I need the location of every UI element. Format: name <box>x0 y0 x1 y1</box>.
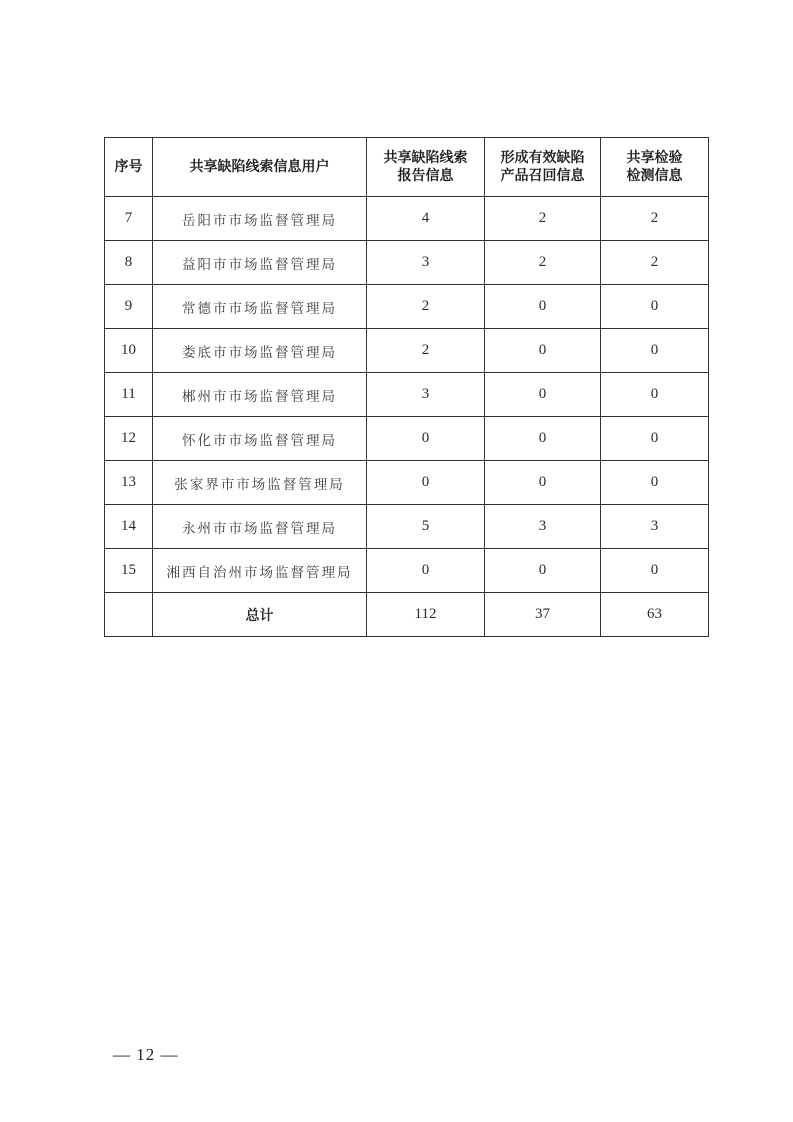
cell-recalls: 0 <box>485 373 601 417</box>
table-row <box>105 461 709 505</box>
cell-recalls: 2 <box>485 197 601 241</box>
header-seq: 序号 <box>105 138 153 197</box>
total-reports: 112 <box>367 593 485 637</box>
cell-tests: 2 <box>601 241 709 285</box>
table-row <box>105 329 709 373</box>
cell-unit: 张家界市市场监督管理局 <box>153 461 367 505</box>
table-row <box>105 285 709 329</box>
statistics-table-container <box>104 137 709 637</box>
cell-seq: 10 <box>105 329 153 373</box>
cell-unit: 怀化市市场监督管理局 <box>153 417 367 461</box>
table-row <box>105 549 709 593</box>
cell-seq: 11 <box>105 373 153 417</box>
page-number: — 12 — <box>113 1045 179 1064</box>
header-recalls-line2: 产品召回信息 <box>500 168 585 184</box>
cell-seq: 15 <box>105 549 153 593</box>
cell-reports: 4 <box>367 197 485 241</box>
cell-tests: 0 <box>601 549 709 593</box>
cell-tests: 0 <box>601 417 709 461</box>
cell-reports: 5 <box>367 505 485 549</box>
cell-reports: 0 <box>367 549 485 593</box>
cell-seq: 7 <box>105 197 153 241</box>
header-unit: 共享缺陷线索信息用户 <box>153 138 367 197</box>
header-reports <box>367 138 485 197</box>
cell-tests: 0 <box>601 461 709 505</box>
header-reports-line2: 报告信息 <box>397 168 454 184</box>
cell-recalls: 0 <box>485 285 601 329</box>
total-row <box>105 593 709 637</box>
cell-recalls: 0 <box>485 329 601 373</box>
cell-unit: 湘西自治州市场监督管理局 <box>153 549 367 593</box>
table-row <box>105 197 709 241</box>
header-tests-line2: 检测信息 <box>626 168 683 184</box>
cell-unit: 娄底市市场监督管理局 <box>153 329 367 373</box>
cell-unit: 郴州市市场监督管理局 <box>153 373 367 417</box>
total-recalls: 37 <box>485 593 601 637</box>
cell-reports: 3 <box>367 373 485 417</box>
cell-tests: 0 <box>601 285 709 329</box>
cell-unit: 益阳市市场监督管理局 <box>153 241 367 285</box>
cell-reports: 3 <box>367 241 485 285</box>
cell-unit: 岳阳市市场监督管理局 <box>153 197 367 241</box>
header-tests <box>601 138 709 197</box>
header-reports-line1: 共享缺陷线索 <box>383 150 468 166</box>
table-row <box>105 373 709 417</box>
cell-seq: 13 <box>105 461 153 505</box>
cell-tests: 0 <box>601 373 709 417</box>
total-tests: 63 <box>601 593 709 637</box>
cell-recalls: 0 <box>485 461 601 505</box>
defect-info-sharing-table <box>104 137 709 637</box>
table-row <box>105 417 709 461</box>
cell-recalls: 2 <box>485 241 601 285</box>
cell-reports: 0 <box>367 417 485 461</box>
total-label: 总计 <box>153 593 367 637</box>
cell-reports: 2 <box>367 329 485 373</box>
cell-seq-empty <box>105 593 153 637</box>
table-body <box>105 197 709 637</box>
table-row <box>105 505 709 549</box>
cell-reports: 0 <box>367 461 485 505</box>
cell-tests: 0 <box>601 329 709 373</box>
cell-tests: 3 <box>601 505 709 549</box>
cell-seq: 12 <box>105 417 153 461</box>
header-recalls <box>485 138 601 197</box>
cell-seq: 8 <box>105 241 153 285</box>
table-row <box>105 241 709 285</box>
cell-unit: 永州市市场监督管理局 <box>153 505 367 549</box>
table-header-row <box>105 138 709 197</box>
cell-tests: 2 <box>601 197 709 241</box>
header-tests-line1: 共享检验 <box>626 150 683 166</box>
cell-recalls: 0 <box>485 549 601 593</box>
cell-recalls: 3 <box>485 505 601 549</box>
header-recalls-line1: 形成有效缺陷 <box>500 150 585 166</box>
cell-recalls: 0 <box>485 417 601 461</box>
cell-unit: 常德市市场监督管理局 <box>153 285 367 329</box>
cell-reports: 2 <box>367 285 485 329</box>
cell-seq: 14 <box>105 505 153 549</box>
cell-seq: 9 <box>105 285 153 329</box>
